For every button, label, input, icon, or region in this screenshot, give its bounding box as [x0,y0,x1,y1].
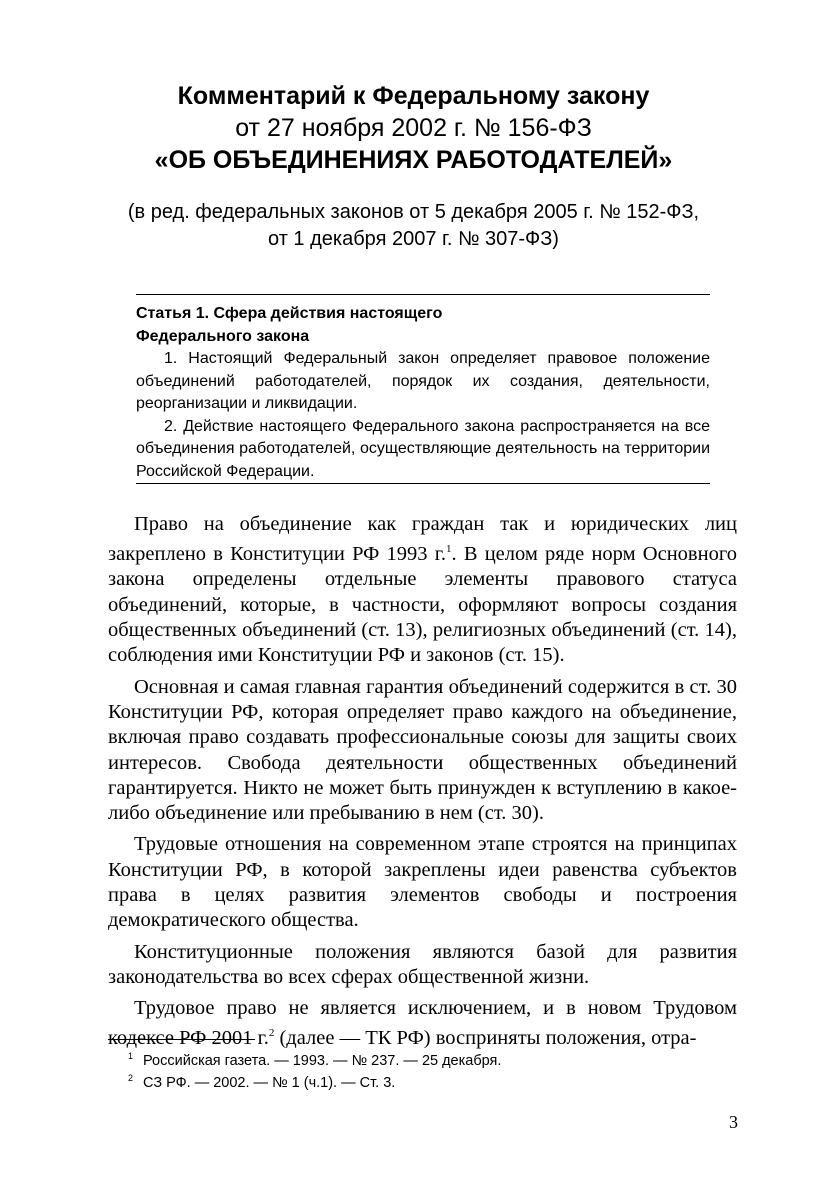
edition-note-line1: (в ред. федеральных законов от 5 декабря 2005 г. № 152-ФЗ, [127,201,700,223]
footnote-ref: 1 [445,543,452,556]
edition-note-line2: от 1 декабря 2007 г. № 307-ФЗ) [268,228,559,250]
footnote-mark: 1 [128,1051,134,1061]
text-span: Трудовое право не является исключением, и в новом Трудовом кодексе РФ 2001 г. [108,997,737,1050]
footnote-text: СЗ РФ. — 2002. — № 1 (ч.1). — Ст. 3. [143,1074,396,1091]
footnote-mark: 2 [128,1073,134,1083]
article-title-line2: Федерального закона [136,327,310,345]
law-name: «ОБ ОБЪЕДИНЕНИЯХ РАБОТОДАТЕЛЕЙ» [154,146,673,174]
footnote-separator [108,1039,255,1040]
article-paragraph: 2. Действие настоящего Федерального закона распространяется на все объединения работодателей, осуществляющие деятельность на территории Российской Федерации. [136,417,710,480]
body-paragraph-2: Основная и самая главная гарантия объединений содержится в ст. 30 Конституции РФ, которая определяет право каждого на объединение, включая право создавать профессиональные союзы для защиты своих интересов. Свобода деятельности общественных объединений гарантируется. Никто не может быть принужден к вступлению в какое-либо объединение или пребыванию в нем (ст. 30). [108,675,737,825]
article-body [136,348,710,483]
footnote-1 [128,1051,501,1069]
commentary-text [108,512,737,1058]
footnote-ref: 2 [268,1027,275,1040]
text-span: Право на объединение как граждан так и юридических лиц закреплено в Конституции РФ 1993 г. [108,513,737,566]
text-span: . В целом ряде норм Основного закона определены отдельные элементы правового статуса объединений, которые, в частности, оформляют вопросы создания общественных объединений (ст. 13), религиозных объединений (ст. 14), соблюдения ими Конституции РФ и законов (ст. 15). [108,543,737,667]
page-number: 3 [729,1112,738,1132]
body-paragraph-1 [108,512,737,669]
text-span: (далее — ТК РФ) восприняты положения, отра- [274,1027,697,1050]
footnote-text: Российская газета. — 1993. — № 237. — 25 декабря. [143,1052,502,1069]
article-title-line1: Статья 1. Сфера действия настоящего [136,305,443,322]
article-bottom-rule [136,483,710,484]
footnote-2 [128,1073,395,1091]
body-paragraph-5 [108,996,737,1051]
law-date-number: от 27 ноября 2002 г. № 156-ФЗ [235,114,592,142]
article-title [136,303,710,348]
body-paragraph-3: Трудовые отношения на современном этапе строятся на принципах Конституции РФ, в которой закреплены идеи равенства субъектов права в целях развития элементов свободы и построения демократического общества. [108,833,737,932]
article-top-rule [136,294,710,295]
body-paragraph-4: Конституционные положения являются базой для развития законодательства во всех сферах общественной жизни. [108,940,737,988]
document-title: Комментарий к Федеральному закону [177,82,650,110]
article-paragraph: 1. Настоящий Федеральный закон определяет правовое положение объединений работодателей, порядок их создания, деятельности, реорганизации и ликвидации. [136,350,710,412]
